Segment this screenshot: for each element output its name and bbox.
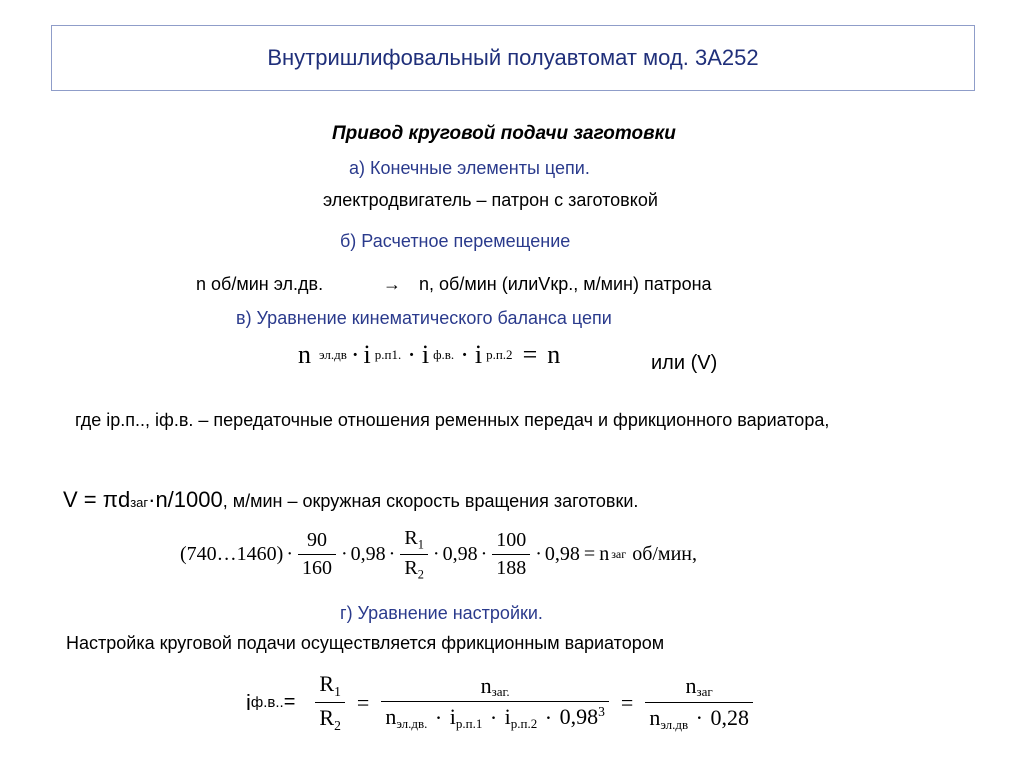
eq2-dot-6: · — [535, 543, 542, 566]
eq2-f2-den-base: R — [404, 557, 418, 580]
setup-equation — [246, 672, 755, 733]
velocity-line — [63, 487, 638, 513]
text-g: Настройка круговой подачи осуществляется фрикционным вариатором — [66, 633, 665, 653]
text-b-right: n, об/мин (илиVкр., м/мин) патрона — [419, 274, 712, 294]
velocity-tail: , м/мин – окружная скорость вращения заготовки. — [222, 491, 639, 511]
eq3-mid-k-exp: 3 — [598, 704, 605, 720]
page-title: Внутришлифовальный полуавтомат мод. 3А252 — [267, 45, 759, 70]
velocity-v: V — [63, 487, 78, 512]
eq3-mid-k: 0,98 — [559, 704, 599, 730]
eq3-fraction-right — [645, 674, 753, 731]
eq3-mid-i-1: i — [449, 704, 456, 730]
section-subtitle: Привод круговой подачи заготовки — [332, 123, 676, 144]
eq2-f1-den: 160 — [298, 554, 336, 579]
eq1-alt: или (V) — [651, 352, 718, 374]
eq2-f2-den-sub: 2 — [417, 567, 424, 582]
title-box — [51, 25, 975, 91]
eq3-right-dot: · — [695, 704, 703, 730]
velocity-eq: = — [77, 487, 103, 512]
eq3-fraction-mid — [381, 674, 609, 731]
eq1-dot-2: · — [407, 340, 416, 369]
velocity-rest: ·n/1000 — [148, 487, 223, 512]
eq3-fraction-r — [315, 672, 345, 733]
eq2-dot-4: · — [432, 543, 440, 566]
eq1-sub-rp2: р.п.2 — [486, 347, 513, 362]
eq3-mid-num-n: n — [480, 672, 492, 698]
text-b-left: n об/мин эл.дв. — [196, 274, 324, 294]
velocity-pi-d: πd — [102, 487, 131, 512]
eq1-dot-3: · — [460, 340, 469, 369]
eq2-units: об/мин, — [632, 543, 697, 566]
eq1-rhs: n — [547, 340, 561, 369]
eq2-k3: 0,98 — [544, 543, 580, 566]
eq3-mid-den-sub3: р.п.2 — [510, 716, 538, 732]
eq3-equals-2: = — [620, 689, 634, 715]
heading-a: а) Конечные элементы цепи. — [349, 158, 590, 178]
eq2-f3-num: 100 — [496, 529, 527, 552]
heading-v: в) Уравнение кинематического баланса цепи — [236, 308, 612, 328]
eq2-dot-1: · — [286, 543, 293, 566]
eq2-dot-2: · — [341, 543, 348, 566]
eq1-n: n — [298, 340, 311, 369]
eq3-equals-1: = — [356, 689, 370, 715]
eq3-r-num-base: R — [319, 671, 335, 696]
eq3-mid-i-2: i — [504, 704, 511, 730]
eq2-f2-num-sub: 1 — [417, 537, 424, 552]
eq3-r-den-base: R — [319, 705, 335, 731]
eq1-i-1: i — [363, 340, 371, 369]
eq3-right-den-n: n — [649, 704, 661, 730]
eq1-sub-el: эл.дв — [319, 347, 347, 362]
eq3-right-num-n: n — [685, 672, 697, 698]
eq1-sub-fv: ф.в. — [433, 347, 455, 362]
kinematic-equation — [298, 340, 560, 370]
eq3-mid-dot-3: · — [544, 704, 553, 730]
eq3-mid-den-sub2: р.п.1 — [455, 716, 483, 732]
eq1-equals: = — [522, 340, 538, 369]
eq2-f2-num-base: R — [404, 527, 418, 549]
eq2-range: (740…1460) — [180, 543, 284, 566]
eq2-fraction-2 — [400, 528, 428, 582]
eq1-sub-rp1: р.п1. — [374, 347, 402, 362]
eq3-lhs-i: i — [246, 689, 251, 715]
eq3-mid-num-sub: заг. — [491, 683, 510, 699]
speed-equation — [180, 528, 697, 582]
eq3-right-num-sub: заг — [696, 683, 713, 699]
eq2-dot-3: · — [388, 543, 396, 566]
eq2-f3-den: 188 — [492, 554, 530, 579]
heading-b: б) Расчетное перемещение — [340, 231, 571, 251]
eq3-lhs-sub: ф.в.. — [250, 694, 284, 712]
eq2-k2: 0,98 — [442, 543, 478, 566]
eq2-fraction-3 — [492, 530, 530, 579]
eq2-k1: 0,98 — [350, 543, 386, 566]
eq2-rhs-sub: заг — [611, 547, 627, 562]
where-paragraph: где iр.п.., iф.в. – передаточные отношения ременных передач и фрикционного вариатора, — [75, 410, 830, 430]
eq3-r2: 2 — [334, 717, 341, 733]
eq3-right-den-k: 0,28 — [710, 704, 749, 730]
eq2-rhs-n: n — [599, 543, 610, 566]
eq2-fraction-1 — [298, 530, 336, 579]
eq2-f1-num: 90 — [307, 529, 327, 552]
eq3-mid-den-n: n — [385, 704, 397, 730]
eq3-mid-dot-1: · — [434, 704, 443, 730]
text-a: электродвигатель – патрон с заготовкой — [323, 190, 658, 210]
eq3-right-den-sub: эл.дв — [660, 716, 689, 732]
eq1-i-2: i — [421, 340, 430, 369]
eq1-dot-1: · — [350, 340, 360, 369]
eq3-mid-den-sub1: эл.дв. — [396, 716, 428, 732]
arrow-icon: → — [383, 274, 401, 294]
eq1-i-3: i — [474, 340, 483, 369]
velocity-sub-zag: заг — [130, 495, 149, 510]
eq2-equals: = — [583, 543, 596, 566]
eq2-dot-5: · — [480, 543, 488, 566]
eq3-mid-dot-2: · — [489, 704, 498, 730]
eq3-r1: 1 — [334, 683, 341, 699]
eq3-lhs-eq: = — [283, 691, 296, 714]
heading-g: г) Уравнение настройки. — [340, 603, 543, 623]
